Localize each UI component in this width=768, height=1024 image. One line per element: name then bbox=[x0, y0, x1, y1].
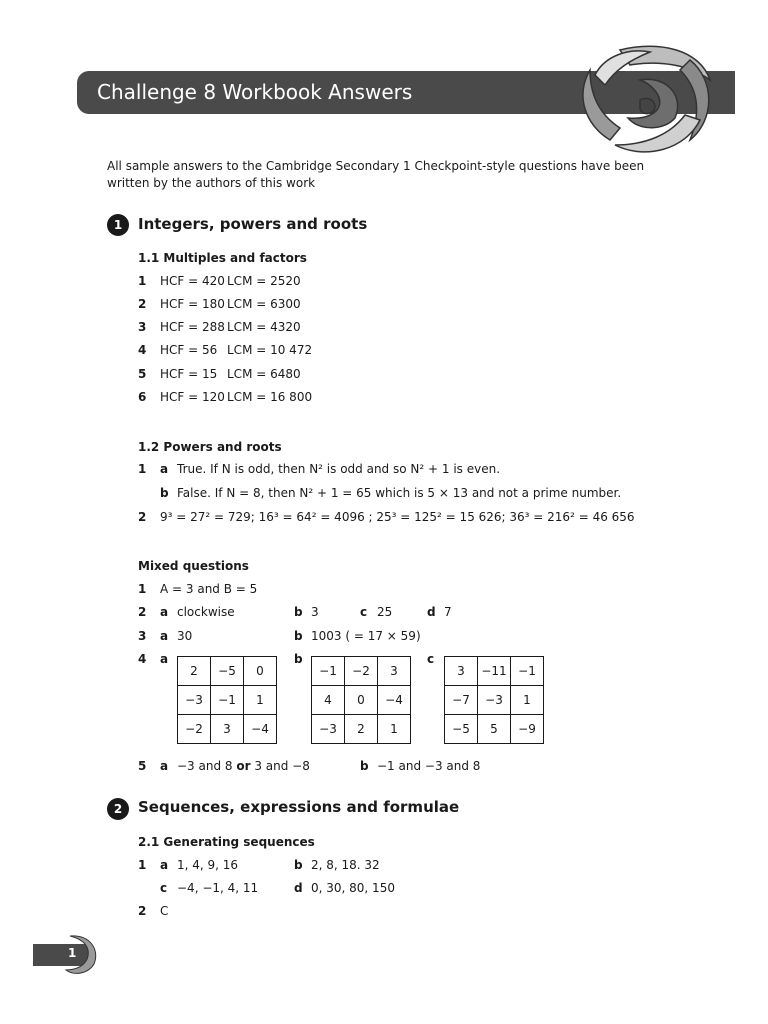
grid-cell: 1 bbox=[378, 715, 411, 744]
magic-square-a bbox=[177, 656, 277, 744]
question-number: 1 bbox=[138, 582, 147, 596]
subsection-1-1-title: 1.1 Multiples and factors bbox=[138, 251, 307, 265]
section-1-badge: 1 bbox=[107, 214, 129, 236]
part-label: a bbox=[160, 759, 169, 773]
part-label: b bbox=[294, 858, 303, 872]
lcm-value: LCM = 16 800 bbox=[227, 390, 313, 404]
grid-cell: −3 bbox=[178, 686, 211, 715]
hcf-value: HCF = 15 bbox=[160, 367, 218, 381]
subsection-1-2-title: 1.2 Powers and roots bbox=[138, 440, 282, 454]
grid-cell: 1 bbox=[511, 686, 544, 715]
grid-cell: −4 bbox=[378, 686, 411, 715]
part-label: d bbox=[427, 605, 436, 619]
part-label: b bbox=[360, 759, 369, 773]
answer-text: False. If N = 8, then N² + 1 = 65 which is 5 × 13 and not a prime number. bbox=[177, 486, 622, 500]
grid-cell: 3 bbox=[211, 715, 244, 744]
magic-square-b bbox=[311, 656, 411, 744]
question-number: 5 bbox=[138, 759, 147, 773]
question-number: 2 bbox=[138, 297, 147, 311]
hcf-value: HCF = 180 bbox=[160, 297, 225, 311]
question-number: 2 bbox=[138, 605, 147, 619]
answer-text: 0, 30, 80, 150 bbox=[311, 881, 395, 895]
grid-cell: 0 bbox=[345, 686, 378, 715]
grid-cell: −1 bbox=[312, 657, 345, 686]
part-label: a bbox=[160, 652, 169, 666]
swirl-logo-icon bbox=[570, 40, 720, 160]
part-label: c bbox=[160, 881, 168, 895]
hcf-value: HCF = 120 bbox=[160, 390, 225, 404]
answer-text: 7 bbox=[444, 605, 452, 619]
grid-cell: −2 bbox=[345, 657, 378, 686]
grid-cell: 1 bbox=[244, 686, 277, 715]
answer-text: −4, −1, 4, 11 bbox=[177, 881, 259, 895]
part-label: b bbox=[294, 629, 303, 643]
question-number: 4 bbox=[138, 652, 147, 666]
answer-text: 25 bbox=[377, 605, 393, 619]
question-number: 3 bbox=[138, 320, 147, 334]
answer-text: True. If N is odd, then N² is odd and so N² + 1 is even. bbox=[177, 462, 501, 476]
question-number: 1 bbox=[138, 462, 147, 476]
answer-text: 1, 4, 9, 16 bbox=[177, 858, 239, 872]
grid-cell: −7 bbox=[445, 686, 478, 715]
grid-cell: −5 bbox=[445, 715, 478, 744]
hcf-value: HCF = 420 bbox=[160, 274, 225, 288]
answer-text: 3 bbox=[311, 605, 319, 619]
section-2-badge: 2 bbox=[107, 798, 129, 820]
part-label: c bbox=[360, 605, 368, 619]
footer-swirl-icon bbox=[60, 932, 100, 976]
section-2-title: Sequences, expressions and formulae bbox=[138, 798, 460, 816]
answer-text: 2, 8, 18. 32 bbox=[311, 858, 380, 872]
answer-text: A = 3 and B = 5 bbox=[160, 582, 258, 596]
answer-text: C bbox=[160, 904, 169, 918]
section-1-title: Integers, powers and roots bbox=[138, 215, 368, 233]
grid-cell: −3 bbox=[478, 686, 511, 715]
answer-text: 9³ = 27² = 729; 16³ = 64² = 4096 ; 25³ = 125² = 15 626; 36³ = 216² = 46 656 bbox=[160, 510, 635, 524]
part-label: a bbox=[160, 605, 169, 619]
question-number: 1 bbox=[138, 858, 147, 872]
lcm-value: LCM = 2520 bbox=[227, 274, 301, 288]
grid-cell: 3 bbox=[378, 657, 411, 686]
grid-cell: −1 bbox=[511, 657, 544, 686]
grid-cell: 2 bbox=[345, 715, 378, 744]
grid-cell: −5 bbox=[211, 657, 244, 686]
answer-text: −3 and 8 or 3 and −8 bbox=[177, 759, 310, 773]
answer-text: 30 bbox=[177, 629, 193, 643]
magic-square-c bbox=[444, 656, 544, 744]
intro-text: All sample answers to the Cambridge Secondary 1 Checkpoint-style questions have been written by the authors of this work bbox=[107, 159, 645, 190]
grid-cell: 4 bbox=[312, 686, 345, 715]
question-number: 3 bbox=[138, 629, 147, 643]
question-number: 6 bbox=[138, 390, 147, 404]
subsection-2-1-title: 2.1 Generating sequences bbox=[138, 835, 315, 849]
page-title: Challenge 8 Workbook Answers bbox=[97, 80, 413, 104]
grid-cell: 2 bbox=[178, 657, 211, 686]
grid-cell: 0 bbox=[244, 657, 277, 686]
mixed-questions-title: Mixed questions bbox=[138, 559, 249, 573]
grid-cell: −9 bbox=[511, 715, 544, 744]
part-label: b bbox=[294, 605, 303, 619]
part-label: b bbox=[160, 486, 169, 500]
grid-cell: −3 bbox=[312, 715, 345, 744]
part-label: a bbox=[160, 858, 169, 872]
grid-cell: 3 bbox=[445, 657, 478, 686]
grid-cell: 5 bbox=[478, 715, 511, 744]
grid-cell: −2 bbox=[178, 715, 211, 744]
part-label: d bbox=[294, 881, 303, 895]
answer-text: −1 and −3 and 8 bbox=[377, 759, 481, 773]
lcm-value: LCM = 10 472 bbox=[227, 343, 313, 357]
answer-text: clockwise bbox=[177, 605, 235, 619]
question-number: 2 bbox=[138, 510, 147, 524]
question-number: 5 bbox=[138, 367, 147, 381]
lcm-value: LCM = 4320 bbox=[227, 320, 301, 334]
hcf-value: HCF = 288 bbox=[160, 320, 225, 334]
part-label: c bbox=[427, 652, 435, 666]
grid-cell: −4 bbox=[244, 715, 277, 744]
question-number: 4 bbox=[138, 343, 147, 357]
part-label: a bbox=[160, 462, 169, 476]
lcm-value: LCM = 6300 bbox=[227, 297, 301, 311]
page-number: 1 bbox=[68, 946, 77, 960]
question-number: 1 bbox=[138, 274, 147, 288]
grid-cell: −11 bbox=[478, 657, 511, 686]
lcm-value: LCM = 6480 bbox=[227, 367, 301, 381]
part-label: a bbox=[160, 629, 169, 643]
grid-cell: −1 bbox=[211, 686, 244, 715]
answer-text: 1003 ( = 17 × 59) bbox=[311, 629, 421, 643]
part-label: b bbox=[294, 652, 303, 666]
hcf-value: HCF = 56 bbox=[160, 343, 218, 357]
question-number: 2 bbox=[138, 904, 147, 918]
